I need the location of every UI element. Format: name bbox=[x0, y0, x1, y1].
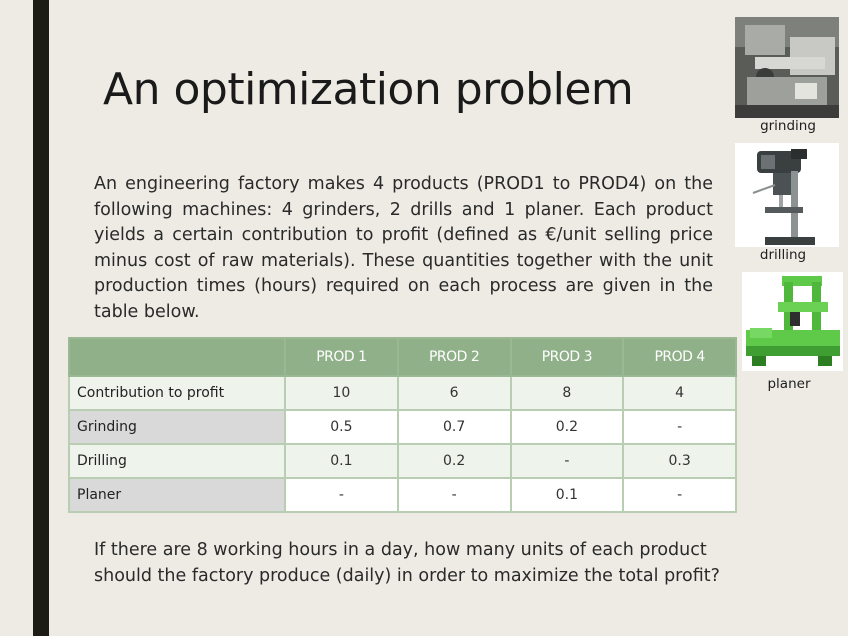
planer-machine-icon bbox=[742, 272, 843, 371]
header-prod4: PROD 4 bbox=[623, 338, 736, 376]
table-cell: 0.2 bbox=[398, 444, 511, 478]
table-cell: 0.5 bbox=[285, 410, 398, 444]
grinding-caption: grinding bbox=[760, 118, 816, 134]
slide-title: An optimization problem bbox=[103, 64, 634, 115]
table-cell: - bbox=[285, 478, 398, 512]
header-prod1: PROD 1 bbox=[285, 338, 398, 376]
row-label: Grinding bbox=[69, 410, 285, 444]
header-corner bbox=[69, 338, 285, 376]
table-cell: - bbox=[623, 410, 736, 444]
planer-caption: planer bbox=[767, 376, 811, 392]
intro-paragraph: An engineering factory makes 4 products (PROD1 to PROD4) on the following machines: 4 grinders, 2 drills and 1 planer. Each product yields a certain contribution to profit (defined as €/unit selling price minus cost of raw materials). These quantities together with the unit production times (hours) required on each process are given in the table below. bbox=[94, 174, 713, 322]
table-cell: - bbox=[398, 478, 511, 512]
drilling-caption: drilling bbox=[759, 247, 807, 263]
header-prod3: PROD 3 bbox=[511, 338, 624, 376]
left-accent-bar bbox=[33, 0, 49, 636]
table-cell: 0.1 bbox=[285, 444, 398, 478]
table-cell: 0.2 bbox=[511, 410, 624, 444]
table-cell: 0.1 bbox=[511, 478, 624, 512]
question-paragraph: If there are 8 working hours in a day, how many units of each product should the factory produce (daily) in order to maximize the total profit? bbox=[94, 540, 720, 586]
table-row bbox=[69, 444, 736, 478]
row-label: Contribution to profit bbox=[69, 376, 285, 410]
table-cell: 8 bbox=[511, 376, 624, 410]
table-row bbox=[69, 410, 736, 444]
header-prod2: PROD 2 bbox=[398, 338, 511, 376]
table-cell: 0.7 bbox=[398, 410, 511, 444]
table-row bbox=[69, 376, 736, 410]
table-header-row bbox=[69, 338, 736, 376]
table-cell: - bbox=[511, 444, 624, 478]
table-cell: - bbox=[623, 478, 736, 512]
table-cell: 10 bbox=[285, 376, 398, 410]
row-label: Planer bbox=[69, 478, 285, 512]
table-row bbox=[69, 478, 736, 512]
production-table bbox=[68, 337, 737, 513]
table-cell: 0.3 bbox=[623, 444, 736, 478]
table-cell: 4 bbox=[623, 376, 736, 410]
row-label: Drilling bbox=[69, 444, 285, 478]
grinding-machine-icon bbox=[735, 17, 839, 118]
drill-press-icon bbox=[735, 143, 839, 247]
table-cell: 6 bbox=[398, 376, 511, 410]
